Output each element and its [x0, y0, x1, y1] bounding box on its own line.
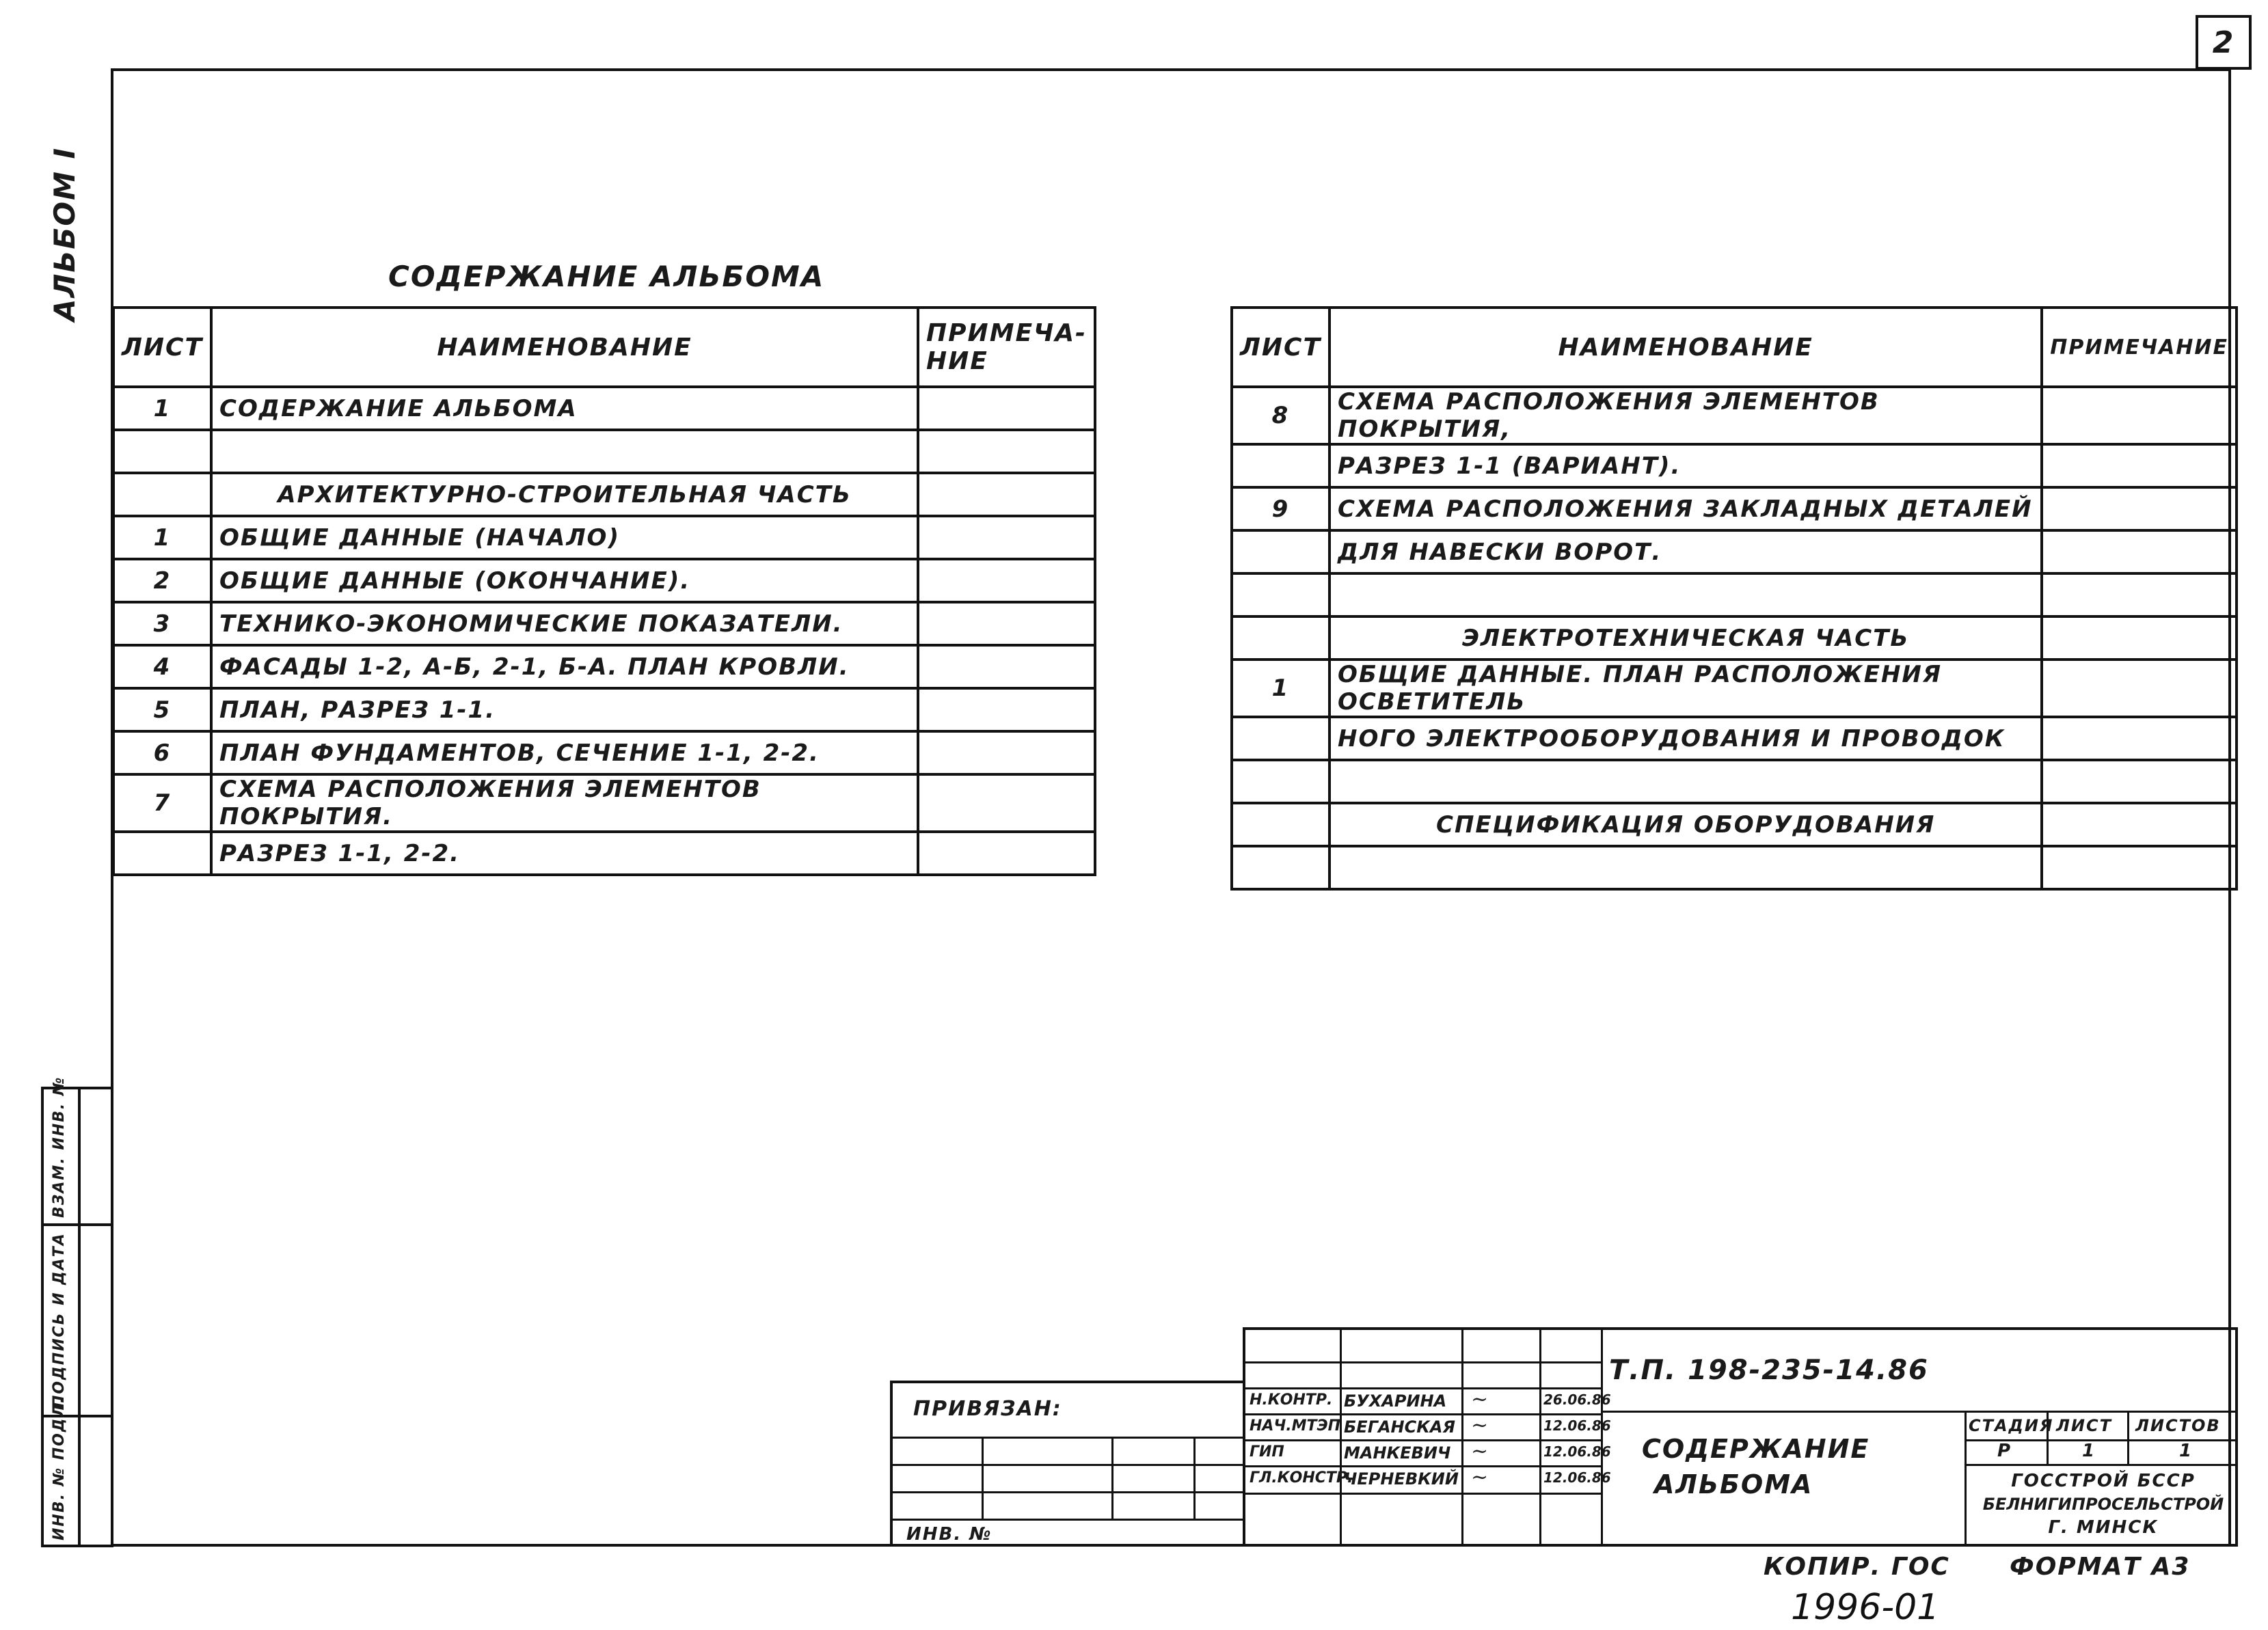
- sheets-header: ЛИСТОВ: [2135, 1416, 2221, 1435]
- row-sheet-number: [1232, 717, 1329, 760]
- table-row: [113, 602, 1095, 645]
- table-row: [1232, 760, 2237, 803]
- table-row: [113, 559, 1095, 602]
- table-row: [1232, 846, 2237, 889]
- organization-line3: Г. МИНСК: [2048, 1517, 2159, 1538]
- row-name: ОБЩИЕ ДАННЫЕ (НАЧАЛО): [211, 516, 918, 559]
- signature-name: ЧЕРНЕВКИЙ: [1344, 1469, 1459, 1489]
- row-note: [2042, 616, 2237, 660]
- header-note: ПРИМЕЧАНИЕ: [2042, 308, 2237, 387]
- row-name: ПЛАН, РАЗРЕЗ 1-1.: [211, 688, 918, 731]
- row-note: [2042, 387, 2237, 444]
- project-code: Т.П. 198-235-14.86: [1609, 1355, 1929, 1386]
- organization: [1970, 1469, 2237, 1539]
- table-row: [113, 430, 1095, 473]
- row-note: [918, 602, 1095, 645]
- table-header-row: [113, 308, 1095, 387]
- table-row: [1232, 573, 2237, 616]
- copied-by: КОПИР. ГОС: [1764, 1553, 1950, 1581]
- table-row: [113, 832, 1095, 875]
- row-note: [2042, 660, 2237, 717]
- row-name: СХЕМА РАСПОЛОЖЕНИЯ ЭЛЕМЕНТОВ ПОКРЫТИЯ.: [211, 774, 918, 832]
- row-name: [1329, 846, 2042, 889]
- signature-role: ГЛ.КОНСТР.: [1250, 1469, 1353, 1486]
- row-note: [2042, 573, 2237, 616]
- row-sheet-number: 7: [113, 774, 211, 832]
- table-row: [113, 688, 1095, 731]
- signature-name: БЕГАНСКАЯ: [1344, 1417, 1455, 1437]
- side-stamp-divider: [44, 1223, 111, 1226]
- row-name: СОДЕРЖАНИЕ АЛЬБОМА: [211, 387, 918, 430]
- row-name: ФАСАДЫ 1-2, А-Б, 2-1, Б-А. ПЛАН КРОВЛИ.: [211, 645, 918, 688]
- signature-name: БУХАРИНА: [1344, 1391, 1447, 1411]
- row-sheet-number: [1232, 573, 1329, 616]
- row-note: [2042, 717, 2237, 760]
- row-note: [2042, 444, 2237, 487]
- header-name: НАИМЕНОВАНИЕ: [1329, 308, 2042, 387]
- row-note: [2042, 803, 2237, 846]
- binding-label: ПРИВЯЗАН:: [913, 1397, 1062, 1421]
- row-sheet-number: [1232, 444, 1329, 487]
- table-row: [113, 387, 1095, 430]
- signature-role: Н.КОНТР.: [1250, 1391, 1333, 1409]
- sheet-format: ФОРМАТ А3: [2010, 1553, 2191, 1581]
- row-name: СХЕМА РАСПОЛОЖЕНИЯ ЭЛЕМЕНТОВ ПОКРЫТИЯ,: [1329, 387, 2042, 444]
- inventory-number-label: ИНВ. №: [906, 1524, 993, 1545]
- row-sheet-number: [1232, 616, 1329, 660]
- row-note: [2042, 487, 2237, 530]
- row-sheet-number: [113, 430, 211, 473]
- table-row: [1232, 487, 2237, 530]
- binding-block: [890, 1381, 1245, 1547]
- header-name: НАИМЕНОВАНИЕ: [211, 308, 918, 387]
- table-header-row: [1232, 308, 2237, 387]
- table-row: [113, 731, 1095, 774]
- sheets-value: 1: [2179, 1441, 2193, 1461]
- table-row: [113, 516, 1095, 559]
- row-sheet-number: [113, 473, 211, 516]
- handwritten-signature: ~: [1471, 1413, 1489, 1437]
- row-name: ПЛАН ФУНДАМЕНТОВ, СЕЧЕНИЕ 1-1, 2-2.: [211, 731, 918, 774]
- side-stamp-label-replace: ВЗАМ. ИНВ. №: [51, 1076, 68, 1218]
- sheet-value: 1: [2082, 1441, 2096, 1461]
- sheet-number-box: [2196, 15, 2252, 70]
- row-name: [1329, 573, 2042, 616]
- handwritten-signature: ~: [1471, 1439, 1489, 1463]
- side-stamp-label-inv: ИНВ. № ПОДЛ.: [51, 1396, 68, 1540]
- row-name: ТЕХНИКО-ЭКОНОМИЧЕСКИЕ ПОКАЗАТЕЛИ.: [211, 602, 918, 645]
- signature-role: НАЧ.МТЭП: [1250, 1417, 1341, 1435]
- row-note: [918, 688, 1095, 731]
- row-note: [918, 645, 1095, 688]
- row-name: ЭЛЕКТРОТЕХНИЧЕСКАЯ ЧАСТЬ: [1329, 616, 2042, 660]
- side-stamp: [41, 1076, 113, 1547]
- row-sheet-number: 1: [1232, 660, 1329, 717]
- row-note: [2042, 530, 2237, 573]
- header-sheet: ЛИСТ: [113, 308, 211, 387]
- table-row: [1232, 387, 2237, 444]
- stage-value: Р: [1997, 1441, 2012, 1461]
- side-stamp-label-sign: ПОДПИСЬ И ДАТА: [51, 1232, 68, 1408]
- header-sheet: ЛИСТ: [1232, 308, 1329, 387]
- row-name: ДЛЯ НАВЕСКИ ВОРОТ.: [1329, 530, 2042, 573]
- stage-header: СТАДИЯ: [1969, 1416, 2054, 1435]
- row-sheet-number: [1232, 760, 1329, 803]
- row-note: [918, 559, 1095, 602]
- signature-name: МАНКЕВИЧ: [1344, 1443, 1451, 1463]
- sheet-number: 2: [2212, 25, 2235, 60]
- document-title-line1: СОДЕРЖАНИЕ: [1642, 1434, 1870, 1464]
- signature-role: ГИП: [1250, 1443, 1284, 1461]
- row-note: [2042, 760, 2237, 803]
- archive-number: 1996-01: [1791, 1587, 1940, 1628]
- row-note: [918, 774, 1095, 832]
- row-sheet-number: 8: [1232, 387, 1329, 444]
- album-side-label: АЛЬБОМ I: [48, 146, 81, 321]
- row-note: [918, 832, 1095, 875]
- contents-table-left: [112, 306, 1096, 876]
- row-note: [2042, 846, 2237, 889]
- table-row: [113, 645, 1095, 688]
- row-sheet-number: 9: [1232, 487, 1329, 530]
- organization-line2: БЕЛНИГИПРОСЕЛЬСТРОЙ: [1982, 1495, 2224, 1514]
- row-name: ОБЩИЕ ДАННЫЕ. ПЛАН РАСПОЛОЖЕНИЯ ОСВЕТИТЕЛЬ: [1329, 660, 2042, 717]
- row-note: [918, 516, 1095, 559]
- signature-date: 12.06.86: [1543, 1443, 1611, 1460]
- table-row: [1232, 717, 2237, 760]
- row-name: НОГО ЭЛЕКТРООБОРУДОВАНИЯ И ПРОВОДОК: [1329, 717, 2042, 760]
- table-row: [113, 473, 1095, 516]
- document-title-line2: АЛЬБОМА: [1654, 1469, 1813, 1499]
- row-sheet-number: 5: [113, 688, 211, 731]
- handwritten-signature: ~: [1471, 1465, 1489, 1489]
- table-row: [1232, 444, 2237, 487]
- table-row: [1232, 616, 2237, 660]
- handwritten-signature: ~: [1471, 1387, 1489, 1411]
- row-note: [918, 731, 1095, 774]
- signature-date: 26.06.86: [1543, 1391, 1611, 1408]
- header-note: ПРИМЕЧА-НИЕ: [918, 308, 1095, 387]
- row-sheet-number: 1: [113, 516, 211, 559]
- row-name: [1329, 760, 2042, 803]
- organization-line1: ГОССТРОЙ БССР: [2011, 1471, 2196, 1491]
- row-name: ОБЩИЕ ДАННЫЕ (ОКОНЧАНИЕ).: [211, 559, 918, 602]
- row-sheet-number: [1232, 803, 1329, 846]
- row-sheet-number: 3: [113, 602, 211, 645]
- row-note: [918, 473, 1095, 516]
- row-sheet-number: 2: [113, 559, 211, 602]
- row-note: [918, 387, 1095, 430]
- row-sheet-number: 4: [113, 645, 211, 688]
- row-sheet-number: 1: [113, 387, 211, 430]
- table-row: [1232, 803, 2237, 846]
- row-note: [918, 430, 1095, 473]
- signature-date: 12.06.86: [1543, 1417, 1611, 1434]
- signature-date: 12.06.86: [1543, 1469, 1611, 1486]
- row-sheet-number: [1232, 530, 1329, 573]
- row-name: РАЗРЕЗ 1-1, 2-2.: [211, 832, 918, 875]
- table-row: [113, 774, 1095, 832]
- table-row: [1232, 530, 2237, 573]
- contents-table-right: [1230, 306, 2238, 891]
- row-name: АРХИТЕКТУРНО-СТРОИТЕЛЬНАЯ ЧАСТЬ: [211, 473, 918, 516]
- row-name: [211, 430, 918, 473]
- page-title: СОДЕРЖАНИЕ АЛЬБОМА: [388, 260, 825, 293]
- row-name: СПЕЦИФИКАЦИЯ ОБОРУДОВАНИЯ: [1329, 803, 2042, 846]
- row-sheet-number: [1232, 846, 1329, 889]
- row-name: СХЕМА РАСПОЛОЖЕНИЯ ЗАКЛАДНЫХ ДЕТАЛЕЙ: [1329, 487, 2042, 530]
- sheet-header: ЛИСТ: [2056, 1416, 2113, 1435]
- row-sheet-number: 6: [113, 731, 211, 774]
- table-row: [1232, 660, 2237, 717]
- row-name: РАЗРЕЗ 1-1 (ВАРИАНТ).: [1329, 444, 2042, 487]
- row-sheet-number: [113, 832, 211, 875]
- title-block: [1243, 1327, 2238, 1547]
